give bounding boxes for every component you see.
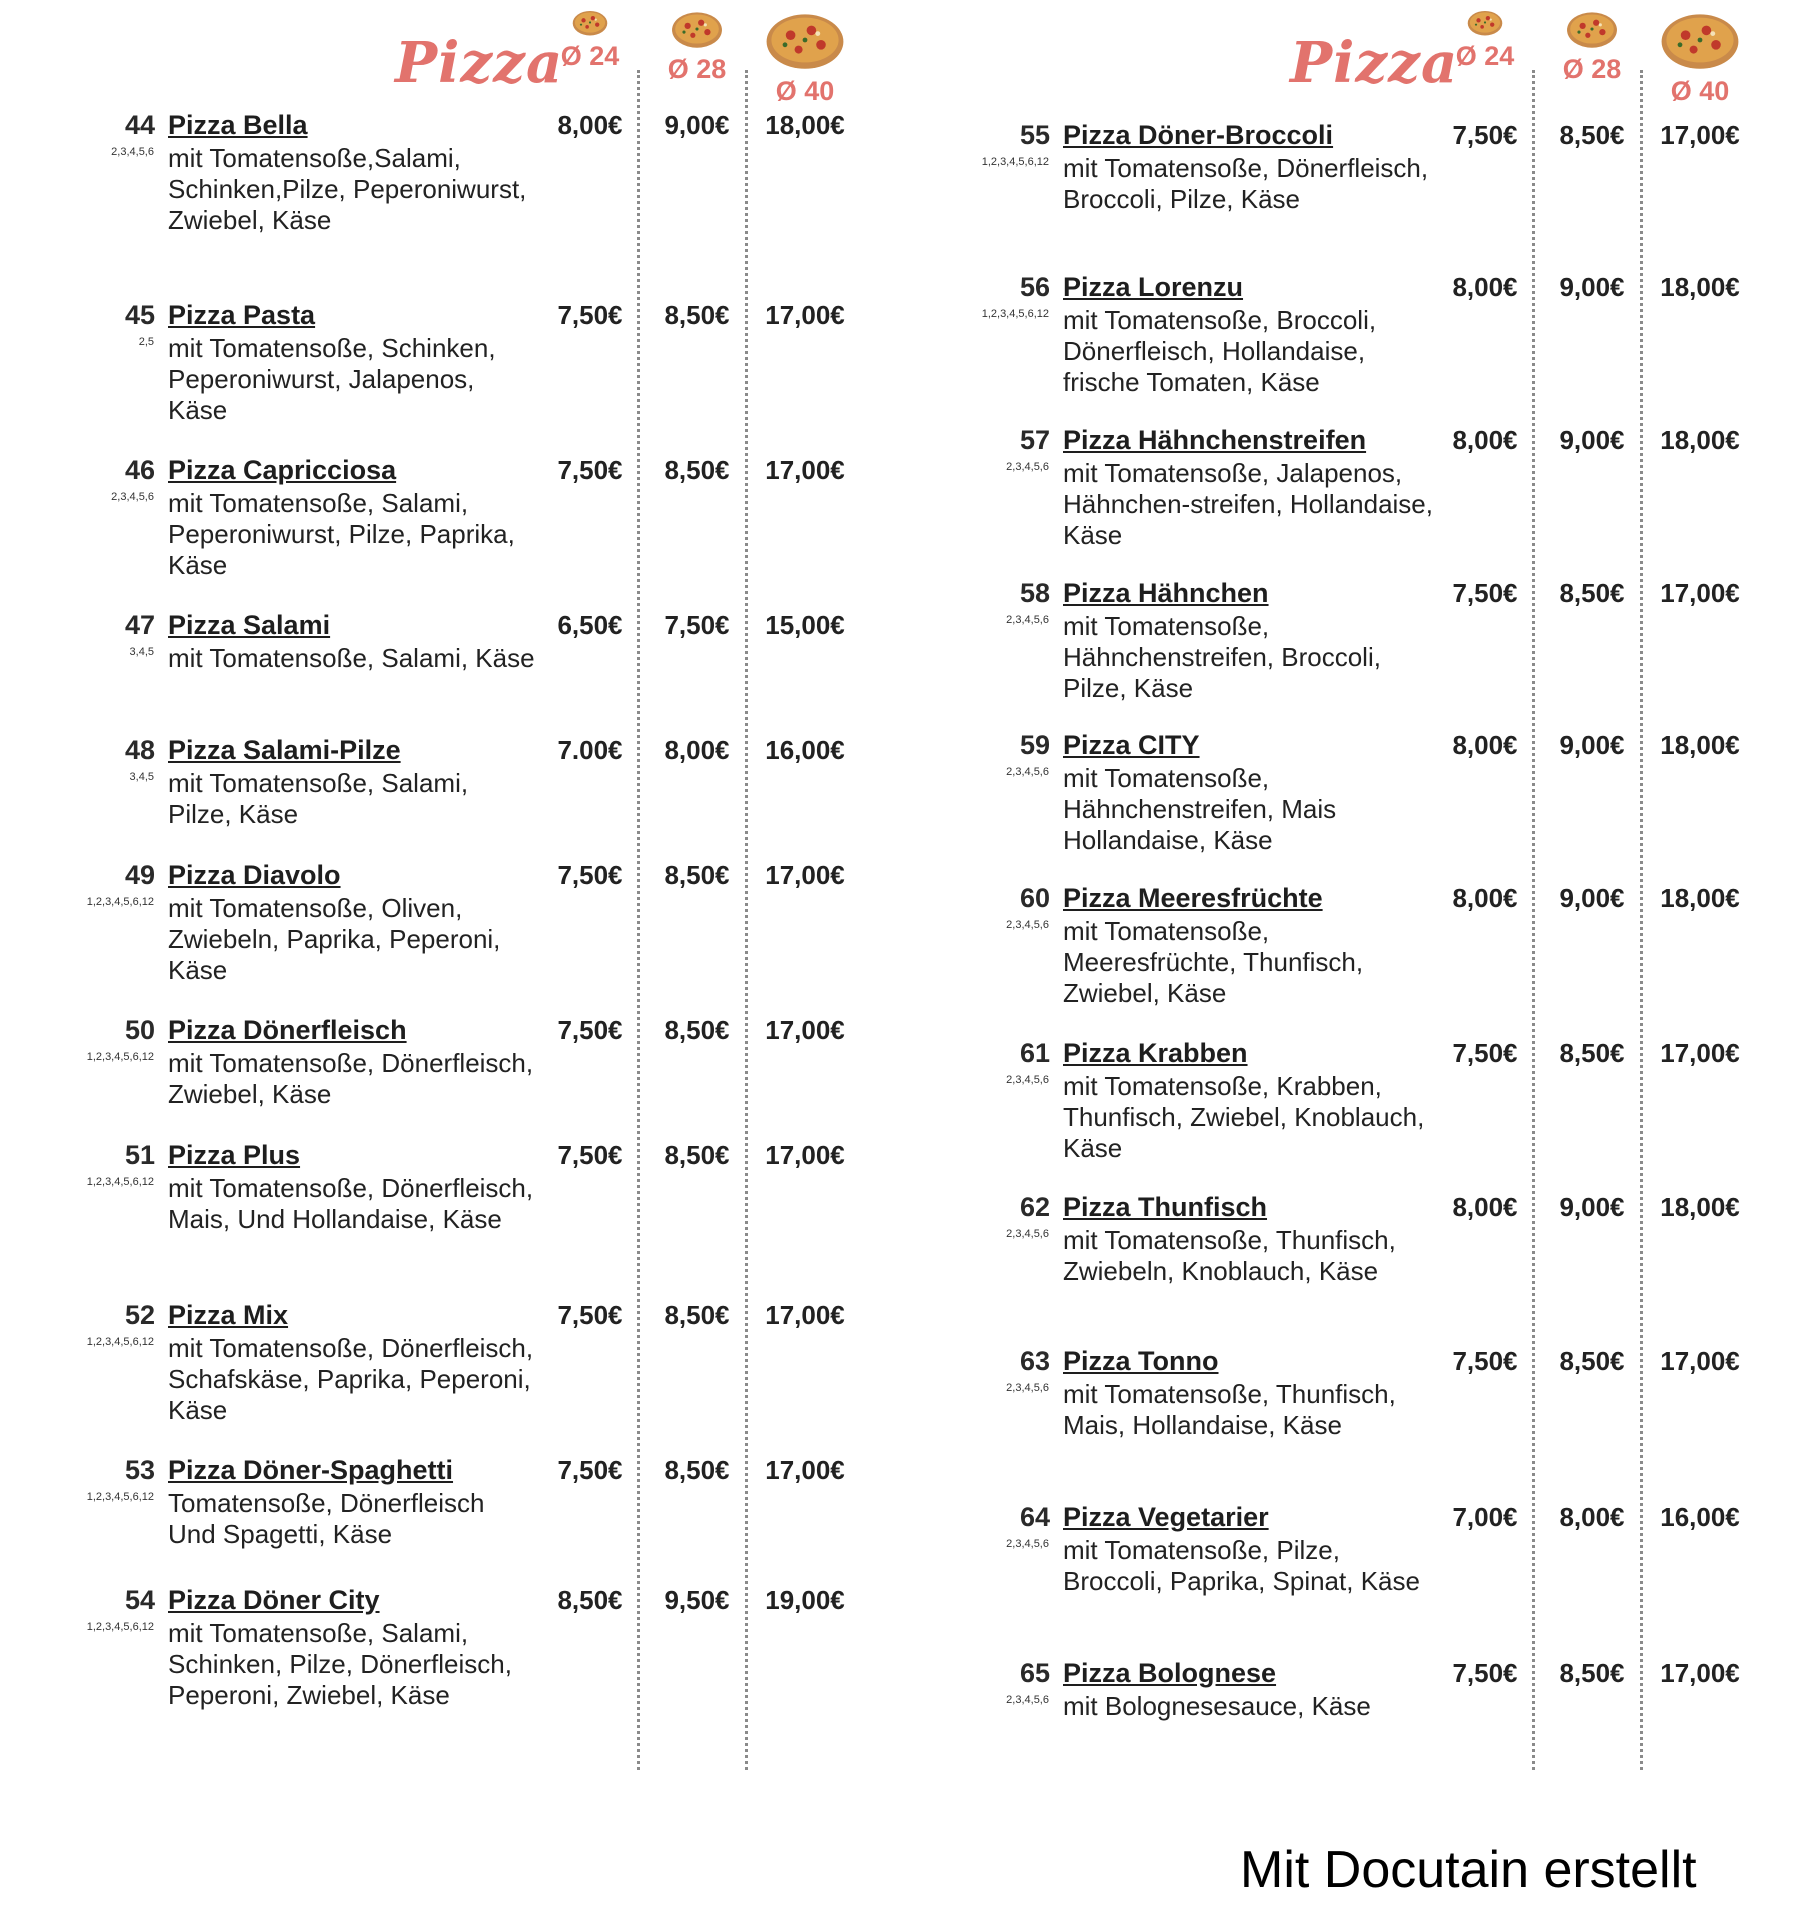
allergen-codes: 3,4,5 xyxy=(129,771,154,783)
price-size-3: 17,00€ xyxy=(1660,120,1740,150)
allergen-codes: 2,3,4,5,6 xyxy=(111,491,154,503)
price-size-1: 8,00€ xyxy=(1452,883,1518,913)
allergen-codes: 2,3,4,5,6 xyxy=(111,146,154,158)
item-name: Pizza Plus xyxy=(168,1140,301,1170)
size-header-1 xyxy=(540,8,640,72)
price-size-2: 8,50€ xyxy=(1559,120,1625,150)
menu-item xyxy=(40,1300,920,1450)
pizza-icon xyxy=(1660,8,1740,72)
item-number: 63 xyxy=(1019,1346,1050,1376)
item-description: mit Tomatensoße, Schinken, Peperoniwurst, Jalapenos, Käse xyxy=(168,333,496,425)
price-size-2: 8,50€ xyxy=(1559,1658,1625,1688)
item-description: mit Tomatensoße, Dönerfleisch, Broccoli, Pilze, Käse xyxy=(1063,153,1429,214)
price-size-2: 9,00€ xyxy=(1559,272,1625,302)
price-size-3: 17,00€ xyxy=(765,1300,845,1330)
allergen-codes: 1,2,3,4,5,6,12 xyxy=(981,156,1049,168)
price-size-2: 8,50€ xyxy=(664,860,730,890)
price-size-3: 16,00€ xyxy=(1660,1502,1740,1532)
item-number: 54 xyxy=(124,1585,155,1615)
price-size-3: 16,00€ xyxy=(765,735,845,765)
price-size-3: 15,00€ xyxy=(765,610,845,640)
menu-item xyxy=(40,1455,920,1605)
price-size-1: 7.00€ xyxy=(557,735,623,765)
price-size-2: 8,00€ xyxy=(1559,1502,1625,1532)
price-size-3: 19,00€ xyxy=(765,1585,845,1615)
allergen-codes: 1,2,3,4,5,6,12 xyxy=(86,1176,154,1188)
price-size-2: 8,50€ xyxy=(664,1140,730,1170)
item-name: Pizza Döner City xyxy=(168,1585,380,1615)
item-description: mit Bolognesesauce, Käse xyxy=(1063,1691,1371,1721)
price-size-1: 7,50€ xyxy=(1452,1038,1518,1068)
price-size-1: 8,00€ xyxy=(557,110,623,140)
price-size-2: 8,50€ xyxy=(664,300,730,330)
item-number: 59 xyxy=(1019,730,1050,760)
menu-column-left xyxy=(40,0,920,1790)
price-size-1: 6,50€ xyxy=(557,610,623,640)
item-number: 51 xyxy=(124,1140,155,1170)
menu-item xyxy=(935,883,1815,1033)
item-name: Pizza Diavolo xyxy=(168,860,341,890)
item-description: mit Tomatensoße, Thunfisch, Zwiebeln, Knoblauch, Käse xyxy=(1063,1225,1396,1286)
item-description: mit Tomatensoße, Dönerfleisch, Mais, Und Hollandaise, Käse xyxy=(168,1173,534,1234)
menu-item xyxy=(40,455,920,605)
price-size-2: 9,00€ xyxy=(1559,730,1625,760)
item-description: mit Tomatensoße, Salami, Peperoniwurst, Pilze, Paprika, Käse xyxy=(168,488,515,580)
size-header-2 xyxy=(1542,8,1642,85)
allergen-codes: 3,4,5 xyxy=(129,646,154,658)
allergen-codes: 2,3,4,5,6 xyxy=(1006,1228,1049,1240)
allergen-codes: 2,3,4,5,6 xyxy=(1006,461,1049,473)
item-number: 55 xyxy=(1019,120,1050,150)
price-size-3: 17,00€ xyxy=(765,455,845,485)
item-description: mit Tomatensoße, Salami, Pilze, Käse xyxy=(168,768,469,829)
item-name: Pizza Meeresfrüchte xyxy=(1063,883,1323,913)
price-size-2: 9,00€ xyxy=(1559,1192,1625,1222)
allergen-codes: 1,2,3,4,5,6,12 xyxy=(86,1491,154,1503)
item-name: Pizza Dönerfleisch xyxy=(168,1015,407,1045)
allergen-codes: 2,5 xyxy=(138,336,154,348)
item-number: 61 xyxy=(1019,1038,1050,1068)
item-name: Pizza Krabben xyxy=(1063,1038,1248,1068)
pizza-icon xyxy=(572,8,608,37)
price-size-1: 7,50€ xyxy=(1452,1346,1518,1376)
item-description: mit Tomatensoße, Meeresfrüchte, Thunfisch, Zwiebel, Käse xyxy=(1063,916,1364,1008)
allergen-codes: 1,2,3,4,5,6,12 xyxy=(86,896,154,908)
price-size-1: 8,50€ xyxy=(557,1585,623,1615)
price-size-2: 9,00€ xyxy=(1559,425,1625,455)
item-name: Pizza Thunfisch xyxy=(1063,1192,1268,1222)
price-size-1: 7,50€ xyxy=(557,300,623,330)
price-size-2: 8,50€ xyxy=(1559,1038,1625,1068)
item-name: Pizza Mix xyxy=(168,1300,289,1330)
menu-item xyxy=(40,1140,920,1290)
price-size-1: 8,00€ xyxy=(1452,1192,1518,1222)
price-size-1: 7,50€ xyxy=(1452,578,1518,608)
price-size-1: 7,00€ xyxy=(1452,1502,1518,1532)
item-description: mit Tomatensoße, Hähnchenstreifen, Mais Hollandaise, Käse xyxy=(1063,763,1337,855)
size-header-2 xyxy=(647,8,747,85)
price-size-3: 18,00€ xyxy=(1660,425,1740,455)
item-number: 44 xyxy=(124,110,155,140)
item-name: Pizza Pasta xyxy=(168,300,316,330)
allergen-codes: 1,2,3,4,5,6,12 xyxy=(981,308,1049,320)
item-description: mit Tomatensoße, Thunfisch, Mais, Hollandaise, Käse xyxy=(1063,1379,1396,1440)
price-size-3: 18,00€ xyxy=(1660,883,1740,913)
price-size-3: 17,00€ xyxy=(1660,578,1740,608)
allergen-codes: 2,3,4,5,6 xyxy=(1006,614,1049,626)
item-description: mit Tomatensoße,Salami, Schinken,Pilze, Peperoniwurst, Zwiebel, Käse xyxy=(168,143,527,235)
pizza-icon xyxy=(1467,8,1503,37)
item-number: 48 xyxy=(124,735,155,765)
item-number: 65 xyxy=(1019,1658,1050,1688)
size-label: Ø 28 xyxy=(1562,54,1622,84)
price-size-2: 9,00€ xyxy=(664,110,730,140)
item-description: Tomatensoße, Dönerfleisch Und Spagetti, Käse xyxy=(168,1488,485,1549)
item-description: mit Tomatensoße, Salami, Schinken, Pilze, Dönerfleisch, Peperoni, Zwiebel, Käse xyxy=(168,1618,512,1710)
item-number: 56 xyxy=(1019,272,1050,302)
menu-item xyxy=(40,300,920,450)
section-title: Pizza xyxy=(1290,30,1459,96)
item-description: mit Tomatensoße, Oliven, Zwiebeln, Paprika, Peperoni, Käse xyxy=(168,893,501,985)
size-label: Ø 40 xyxy=(775,76,835,106)
price-size-2: 8,50€ xyxy=(664,1300,730,1330)
price-size-2: 8,50€ xyxy=(664,1015,730,1045)
item-name: Pizza Salami-Pilze xyxy=(168,735,401,765)
price-size-1: 7,50€ xyxy=(557,1140,623,1170)
item-name: Pizza Döner-Broccoli xyxy=(1063,120,1334,150)
price-size-1: 7,50€ xyxy=(1452,120,1518,150)
menu-item xyxy=(935,1658,1815,1808)
size-label: Ø 24 xyxy=(1455,41,1515,71)
item-number: 47 xyxy=(124,610,155,640)
item-number: 49 xyxy=(124,860,155,890)
item-number: 52 xyxy=(124,1300,155,1330)
allergen-codes: 2,3,4,5,6 xyxy=(1006,1694,1049,1706)
item-number: 45 xyxy=(124,300,155,330)
allergen-codes: 1,2,3,4,5,6,12 xyxy=(86,1051,154,1063)
item-name: Pizza Döner-Spaghetti xyxy=(168,1455,454,1485)
item-name: Pizza Capricciosa xyxy=(168,455,397,485)
footer-watermark: Mit Docutain erstellt xyxy=(1240,1841,1697,1899)
item-name: Pizza Salami xyxy=(168,610,331,640)
price-size-3: 18,00€ xyxy=(765,110,845,140)
item-name: Pizza Bella xyxy=(168,110,308,140)
item-name: Pizza CITY xyxy=(1063,730,1200,760)
allergen-codes: 2,3,4,5,6 xyxy=(1006,1382,1049,1394)
size-label: Ø 28 xyxy=(667,54,727,84)
price-size-2: 8,50€ xyxy=(664,455,730,485)
size-label: Ø 24 xyxy=(560,41,620,71)
item-description: mit Tomatensoße, Hähnchenstreifen, Broccoli, Pilze, Käse xyxy=(1063,611,1381,703)
item-number: 60 xyxy=(1019,883,1050,913)
item-description: mit Tomatensoße, Jalapenos, Hähnchen-streifen, Hollandaise, Käse xyxy=(1063,458,1433,550)
menu-item xyxy=(40,110,920,260)
price-size-1: 7,50€ xyxy=(557,1015,623,1045)
size-header-1 xyxy=(1435,8,1535,72)
menu-item xyxy=(935,1038,1815,1188)
item-name: Pizza Hähnchen xyxy=(1063,578,1269,608)
price-size-2: 8,00€ xyxy=(664,735,730,765)
section-title: Pizza xyxy=(395,30,564,96)
pizza-icon xyxy=(671,8,723,50)
item-name: Pizza Bolognese xyxy=(1063,1658,1277,1688)
price-size-1: 8,00€ xyxy=(1452,272,1518,302)
item-name: Pizza Lorenzu xyxy=(1063,272,1244,302)
size-label: Ø 40 xyxy=(1670,76,1730,106)
allergen-codes: 2,3,4,5,6 xyxy=(1006,1538,1049,1550)
price-size-3: 18,00€ xyxy=(1660,1192,1740,1222)
menu-item xyxy=(935,1192,1815,1342)
price-size-2: 7,50€ xyxy=(664,610,730,640)
price-size-1: 8,00€ xyxy=(1452,730,1518,760)
allergen-codes: 2,3,4,5,6 xyxy=(1006,766,1049,778)
item-number: 62 xyxy=(1019,1192,1050,1222)
item-number: 53 xyxy=(124,1455,155,1485)
price-size-3: 17,00€ xyxy=(1660,1346,1740,1376)
menu-item xyxy=(935,272,1815,422)
menu-item xyxy=(40,1585,920,1735)
menu-item xyxy=(935,1502,1815,1652)
menu-item xyxy=(935,578,1815,728)
menu-column-right xyxy=(935,0,1815,1790)
allergen-codes: 2,3,4,5,6 xyxy=(1006,1074,1049,1086)
price-size-3: 18,00€ xyxy=(1660,272,1740,302)
price-size-3: 17,00€ xyxy=(765,860,845,890)
item-description: mit Tomatensoße, Krabben, Thunfisch, Zwiebel, Knoblauch, Käse xyxy=(1063,1071,1425,1163)
price-size-3: 18,00€ xyxy=(1660,730,1740,760)
item-number: 57 xyxy=(1019,425,1050,455)
item-name: Pizza Tonno xyxy=(1063,1346,1219,1376)
size-header-3 xyxy=(755,8,855,107)
price-size-3: 17,00€ xyxy=(765,1015,845,1045)
item-number: 64 xyxy=(1019,1502,1050,1532)
price-size-1: 7,50€ xyxy=(557,455,623,485)
item-description: mit Tomatensoße, Broccoli, Dönerfleisch, Hollandaise, frische Tomaten, Käse xyxy=(1063,305,1377,397)
allergen-codes: 1,2,3,4,5,6,12 xyxy=(86,1621,154,1633)
item-name: Pizza Vegetarier xyxy=(1063,1502,1269,1532)
price-size-2: 8,50€ xyxy=(1559,578,1625,608)
allergen-codes: 2,3,4,5,6 xyxy=(1006,919,1049,931)
price-size-2: 8,50€ xyxy=(1559,1346,1625,1376)
size-header-3 xyxy=(1650,8,1750,107)
menu-item xyxy=(935,730,1815,880)
menu-item xyxy=(935,120,1815,270)
price-size-1: 7,50€ xyxy=(1452,1658,1518,1688)
pizza-icon xyxy=(765,8,845,72)
column-header xyxy=(935,0,1815,120)
item-description: mit Tomatensoße, Salami, Käse xyxy=(168,643,535,673)
item-name: Pizza Hähnchenstreifen xyxy=(1063,425,1367,455)
allergen-codes: 1,2,3,4,5,6,12 xyxy=(86,1336,154,1348)
menu-item xyxy=(40,860,920,1010)
column-header xyxy=(40,0,920,120)
pizza-icon xyxy=(1566,8,1618,50)
price-size-2: 8,50€ xyxy=(664,1455,730,1485)
menu-item xyxy=(935,1346,1815,1496)
item-description: mit Tomatensoße, Dönerfleisch, Zwiebel, Käse xyxy=(168,1048,534,1109)
item-number: 50 xyxy=(124,1015,155,1045)
item-number: 46 xyxy=(124,455,155,485)
price-size-1: 7,50€ xyxy=(557,1455,623,1485)
price-size-3: 17,00€ xyxy=(765,1455,845,1485)
price-size-2: 9,00€ xyxy=(1559,883,1625,913)
price-size-1: 8,00€ xyxy=(1452,425,1518,455)
price-size-1: 7,50€ xyxy=(557,860,623,890)
price-size-3: 17,00€ xyxy=(1660,1038,1740,1068)
price-size-2: 9,50€ xyxy=(664,1585,730,1615)
item-number: 58 xyxy=(1019,578,1050,608)
price-size-3: 17,00€ xyxy=(765,300,845,330)
item-description: mit Tomatensoße, Dönerfleisch, Schafskäse, Paprika, Peperoni, Käse xyxy=(168,1333,534,1425)
price-size-3: 17,00€ xyxy=(765,1140,845,1170)
price-size-1: 7,50€ xyxy=(557,1300,623,1330)
price-size-3: 17,00€ xyxy=(1660,1658,1740,1688)
menu-item xyxy=(935,425,1815,575)
item-description: mit Tomatensoße, Pilze, Broccoli, Paprika, Spinat, Käse xyxy=(1063,1535,1420,1596)
